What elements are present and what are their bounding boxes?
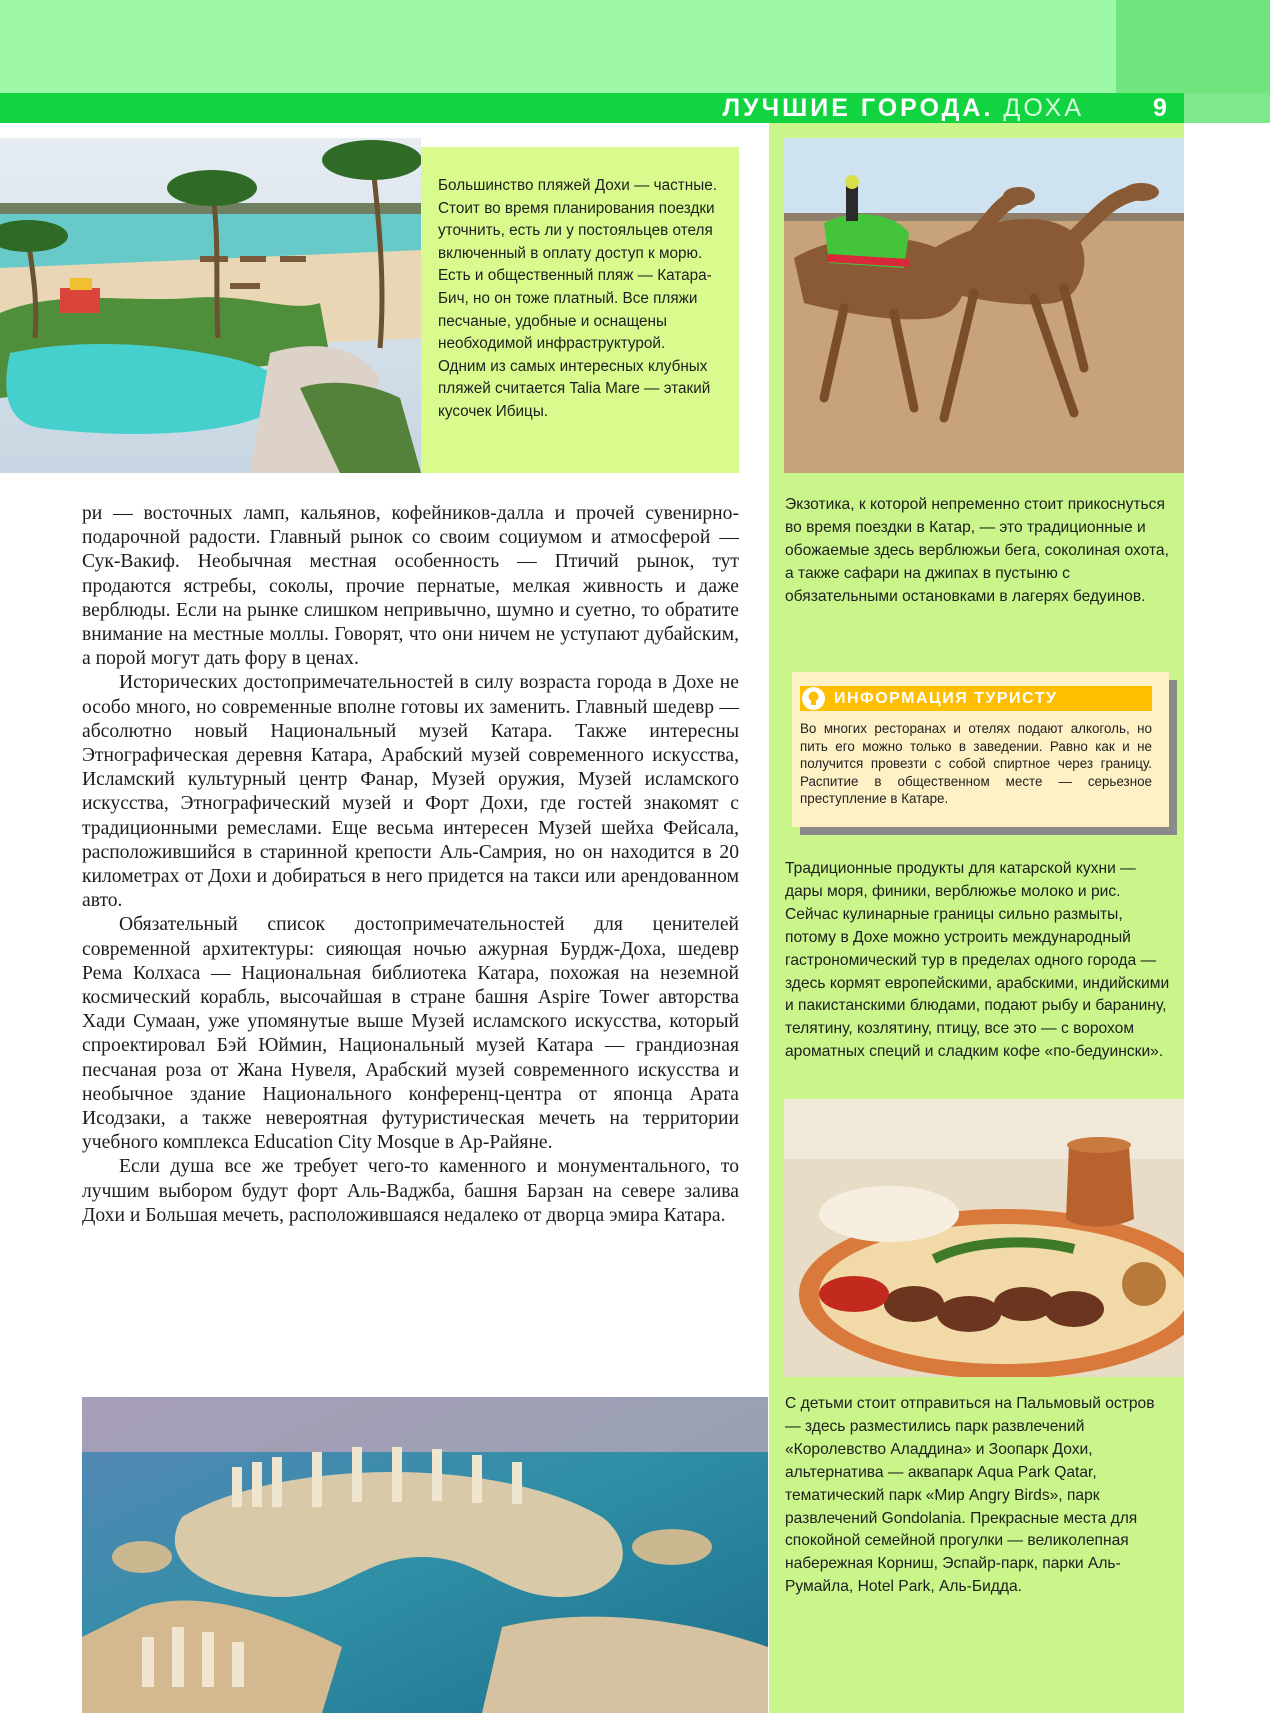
kids-text: С детьми стоит отправиться на Пальмовый остров — здесь разместились парк развлечений «Королевство Аладдина» и Зоопарк Дохи, альтернатива — аквапарк Aqua Park Qatar, тематический парк «Мир Angry Birds», парк развлечений Gondolania. Прекрасные места для спокойной семейной прогулки — великолепная набережная Корниш, Эспайр-парк, парки Аль-Румайла, Hotel Park, Аль-Бидда.: [785, 1395, 1155, 1596]
beach-info-box: [421, 147, 739, 473]
header-bar-corner: [1184, 93, 1270, 123]
top-band: [0, 0, 1270, 93]
info-box-title: ИНФОРМАЦИЯ ТУРИСТУ: [834, 690, 1058, 707]
beach-info-text: Большинство пляжей Дохи — частные. Стоит во время планирования поездки уточнить, есть ли у постояльцев отеля включенный в оплату доступ к морю. Есть и общественный пляж — Катара-Бич, но он тоже платный. Все пляжи песчаные, удобные и оснащены необходимой инфраструктурой.: [438, 177, 717, 353]
info-box-text: Во многих ресторанах и отелях подают алкоголь, но пить его можно только в заведении. Равно как и не получится провезти с собой спиртное через границу. Распитие в общественном месте — серьезное преступление в Катаре.: [800, 721, 1152, 806]
aerial-pearl-photo: [82, 1397, 768, 1713]
main-article: [82, 502, 739, 1228]
tourist-info-box: [792, 672, 1169, 827]
page-number: 9: [1153, 94, 1167, 122]
article-paragraph: Если душа все же требует чего-то каменного и монументального, то лучшим выбором будут форт Аль-Ваджба, башня Барзан на севере залива Дохи и Большая мечеть, расположившаяся недалеко от дворца эмира Катара.: [82, 1156, 739, 1226]
page-margin: [1184, 123, 1270, 1713]
article-paragraph: Обязательный список достопримечательностей для ценителей современной архитектуры: сияющая ночью ажурная Бурдж-Доха, шедевр Рема Колхаса — Национальная библиотека Катара, похожая на неземной космический корабль, высочайшая в стране башня Aspire Tower авторства Хади Сумаан, уже упомянутые выше Музей исламского искусства, который спроектировал Бэй Юймин, Национальный музей Катара — грандиозная песчаная роза от Жана Нувеля, Арабский музей современного искусства и необычное здание Национального конференц-центра от японца Арата Исодзаки, а также невероятная футуристическая мечеть на территории учебного комплекса Education City Mosque в Ар-Райяне.: [82, 914, 739, 1154]
beach-photo: [0, 138, 421, 473]
info-box-header: [800, 686, 1152, 711]
top-band-corner: [1116, 0, 1270, 93]
running-header: [723, 95, 1085, 121]
camel-caption: Экзотика, к которой непременно стоит прикоснуться во время поездки в Катар, — это традиционные и обожаемые здесь верблюжьи бега, соколиная охота, а также сафари на джипах в пустыню с обязательными остановками в лагерях бедуинов.: [785, 496, 1169, 605]
beach-info-text-club: Одним из самых интересных клубных пляжей считается Talia Mare — этакий кусочек Ибицы.: [438, 357, 711, 420]
city-name: ДОХА: [1003, 94, 1084, 122]
article-paragraph: ри — восточных ламп, кальянов, кофейников-далла и прочей сувенирно-подарочной радости. Главный рынок со своим социумом и атмосферой — Сук-Вакиф. Необычная местная особенность — Птичий рынок, тут продаются ястребы, соколы, прочие пернатые, мелкая живность и даже верблюды. Если на рынке слишком непривычно, шумно и суетно, то обратите внимание на местные моллы. Говорят, что они ничем не уступают дубайским, а порой могут дать фору в ценах.: [82, 503, 739, 670]
lightbulb-icon: [802, 687, 825, 710]
food-photo: [784, 1099, 1184, 1377]
cuisine-text: Традиционные продукты для катарской кухни — дары моря, финики, верблюжье молоко и рис. Сейчас кулинарные границы сильно размыты, потому в Дохе можно устроить международный гастрономический тур в пределах одного города — здесь кормят европейскими, арабскими, индийскими и пакистанскими блюдами, подают рыбу и баранину, телятину, козлятину, птицу, все это — с ворохом ароматных специй и сладким кофе «по-бедуински».: [785, 860, 1170, 1061]
section-title: ЛУЧШИЕ ГОРОДА.: [722, 94, 994, 122]
article-paragraph: Исторических достопримечательностей в силу возраста города в Дохе не особо много, но современные вполне готовы их заменить. Главный шедевр — абсолютно новый Национальный музей Катара. Также интересны Этнографическая деревня Катара, Арабский музей современного искусства, Исламский культурный центр Фанар, Музей оружия, Музей исламского искусства, Этнографический музей и Форт Дохи, где гостей знакомят с традиционными ремеслами. Еще весьма интересен Музей шейха Фейсала, расположившийся в старинной крепости Аль-Самрия, но он находится в 20 километрах от Дохи и добираться в него придется на такси или арендованном авто.: [82, 672, 739, 912]
camel-race-photo: [784, 138, 1184, 473]
